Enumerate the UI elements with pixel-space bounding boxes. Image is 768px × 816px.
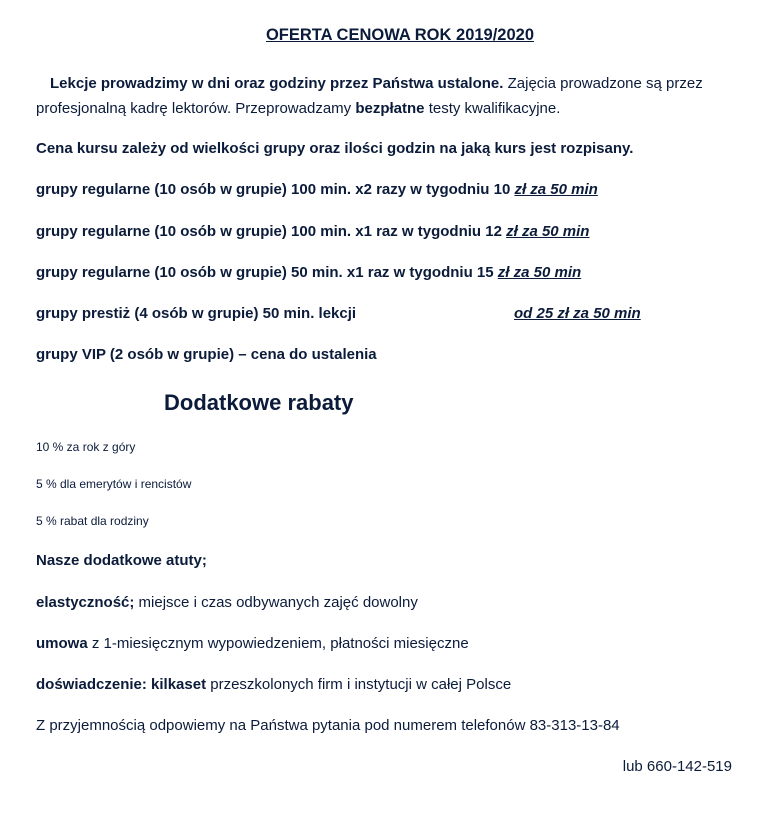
advantage-bold: doświadczenie: kilkaset	[36, 676, 207, 693]
discounts-heading: Dodatkowe rabaty	[164, 390, 354, 415]
group-row-5	[36, 346, 377, 363]
advantage-text: przeszkolonych firm i instytucji w całej Polsce	[206, 676, 512, 693]
group-desc: grupy regularne (10 osób w grupie) 100 min. x2 razy w tygodniu 10	[36, 181, 511, 198]
intro-text: Zajęcia prowadzone są przez profesjonalną kadrę lektorów. Przeprowadzamy	[36, 75, 703, 117]
group-price: zł za 50 min	[506, 223, 590, 240]
group-row-3	[36, 264, 581, 281]
group-row-1	[36, 181, 598, 198]
intro-bold: Lekcje prowadzimy w dni oraz godziny przez Państwa ustalone.	[50, 75, 504, 92]
group-desc: grupy prestiż (4 osób w grupie) 50 min. lekcji	[36, 305, 357, 322]
contact-line: Z przyjemnością odpowiemy na Państwa pytania pod numerem telefonów 83-313-13-84	[36, 717, 620, 734]
intro-free: bezpłatne	[355, 100, 425, 117]
advantage-bold: elastyczność;	[36, 594, 135, 611]
advantage-text: z 1-miesięcznym wypowiedzeniem, płatności miesięczne	[87, 635, 469, 652]
discount-item: 5 % dla emerytów i rencistów	[36, 477, 192, 491]
group-price: zł za 50 min	[514, 181, 598, 198]
group-desc: grupy VIP (2 osób w grupie) – cena do ustalenia	[36, 346, 377, 363]
advantage-text: miejsce i czas odbywanych zajęć dowolny	[134, 594, 418, 611]
group-desc: grupy regularne (10 osób w grupie) 100 min. x1 raz w tygodniu 12	[36, 223, 502, 240]
advantage-item-1	[36, 594, 418, 611]
discount-item: 5 % rabat dla rodziny	[36, 514, 149, 528]
page-title: OFERTA CENOWA ROK 2019/2020	[265, 26, 535, 44]
advantage-item-2	[36, 635, 469, 652]
price-note: Cena kursu zależy od wielkości grupy oraz ilości godzin na jaką kurs jest rozpisany.	[36, 140, 634, 157]
group-row-2	[36, 223, 589, 240]
advantage-item-3	[36, 676, 511, 693]
intro-tail: testy kwalifikacyjne.	[424, 100, 561, 117]
intro-paragraph	[36, 71, 736, 121]
contact-alt-phone: lub 660-142-519	[622, 758, 732, 775]
group-price-prestige: od 25 zł za 50 min	[514, 305, 641, 322]
discount-item: 10 % za rok z góry	[36, 440, 136, 454]
advantages-heading: Nasze dodatkowe atuty;	[36, 552, 207, 569]
group-desc: grupy regularne (10 osób w grupie) 50 min. x1 raz w tygodniu 15	[36, 264, 494, 281]
group-row-4	[36, 305, 356, 322]
group-price: zł za 50 min	[497, 264, 582, 281]
advantage-bold: umowa	[36, 635, 88, 652]
